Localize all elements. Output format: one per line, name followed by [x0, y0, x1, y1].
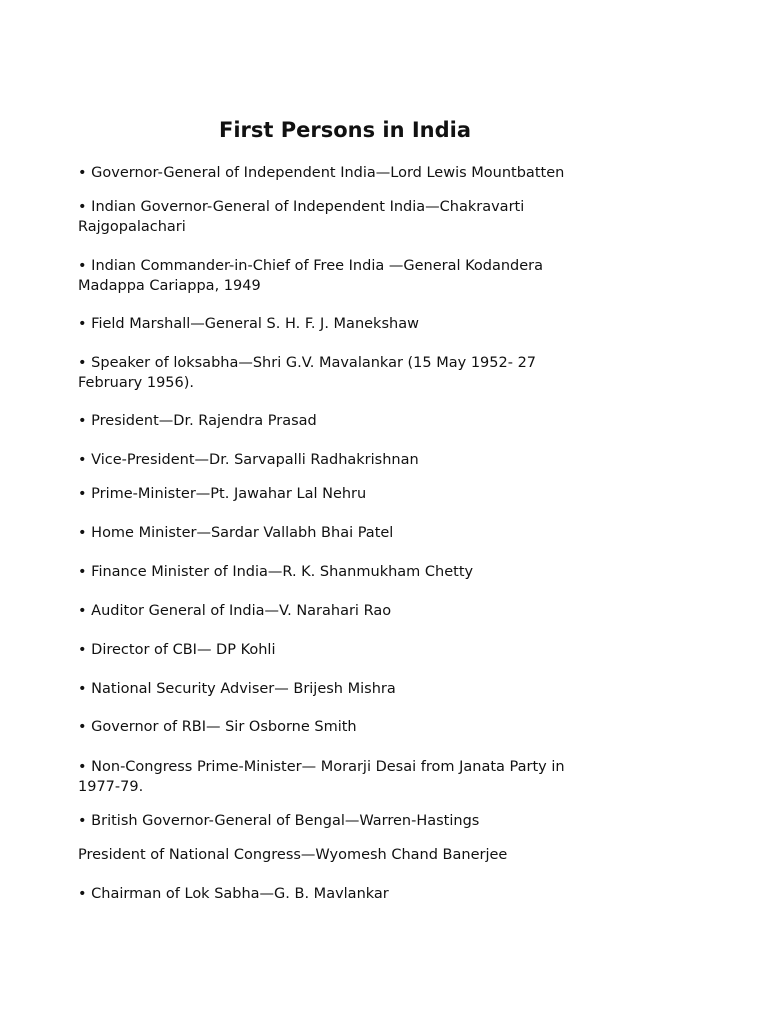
list-item: • Governor of RBI— Sir Osborne Smith [78, 719, 357, 735]
list-item: • President—Dr. Rajendra Prasad [78, 413, 317, 429]
list-item: • National Security Adviser— Brijesh Mishra [78, 681, 396, 697]
list-item: • Chairman of Lok Sabha—G. B. Mavlankar [78, 886, 389, 902]
list-item: • Field Marshall—General S. H. F. J. Manekshaw [78, 316, 419, 332]
list-item: • Indian Governor-General of Independent India—Chakravarti Rajgopalachari [78, 199, 525, 235]
list-item: • Vice-President—Dr. Sarvapalli Radhakrishnan [78, 452, 419, 468]
list-item: • Home Minister—Sardar Vallabh Bhai Patel [78, 525, 394, 541]
list-item: • Auditor General of India—V. Narahari Rao [78, 603, 392, 619]
list-item: • Governor-General of Independent India—Lord Lewis Mountbatten [78, 165, 565, 181]
list-item: • Indian Commander-in-Chief of Free India —General Kodandera Madappa Cariappa, 1949 [78, 258, 544, 294]
list-item: President of National Congress—Wyomesh Chand Banerjee [78, 847, 508, 863]
list-item: • Prime-Minister—Pt. Jawahar Lal Nehru [78, 486, 367, 502]
list-item: • British Governor-General of Bengal—Warren-Hastings [78, 813, 480, 829]
page-title: First Persons in India [218, 118, 472, 142]
list-item: • Speaker of loksabha—Shri G.V. Mavalankar (15 May 1952- 27 February 1956). [78, 355, 537, 391]
list-item: • Director of CBI— DP Kohli [78, 642, 276, 658]
list-item: • Finance Minister of India—R. K. Shanmukham Chetty [78, 564, 474, 580]
list-item: • Non-Congress Prime-Minister— Morarji Desai from Janata Party in 1977-79. [78, 759, 565, 795]
